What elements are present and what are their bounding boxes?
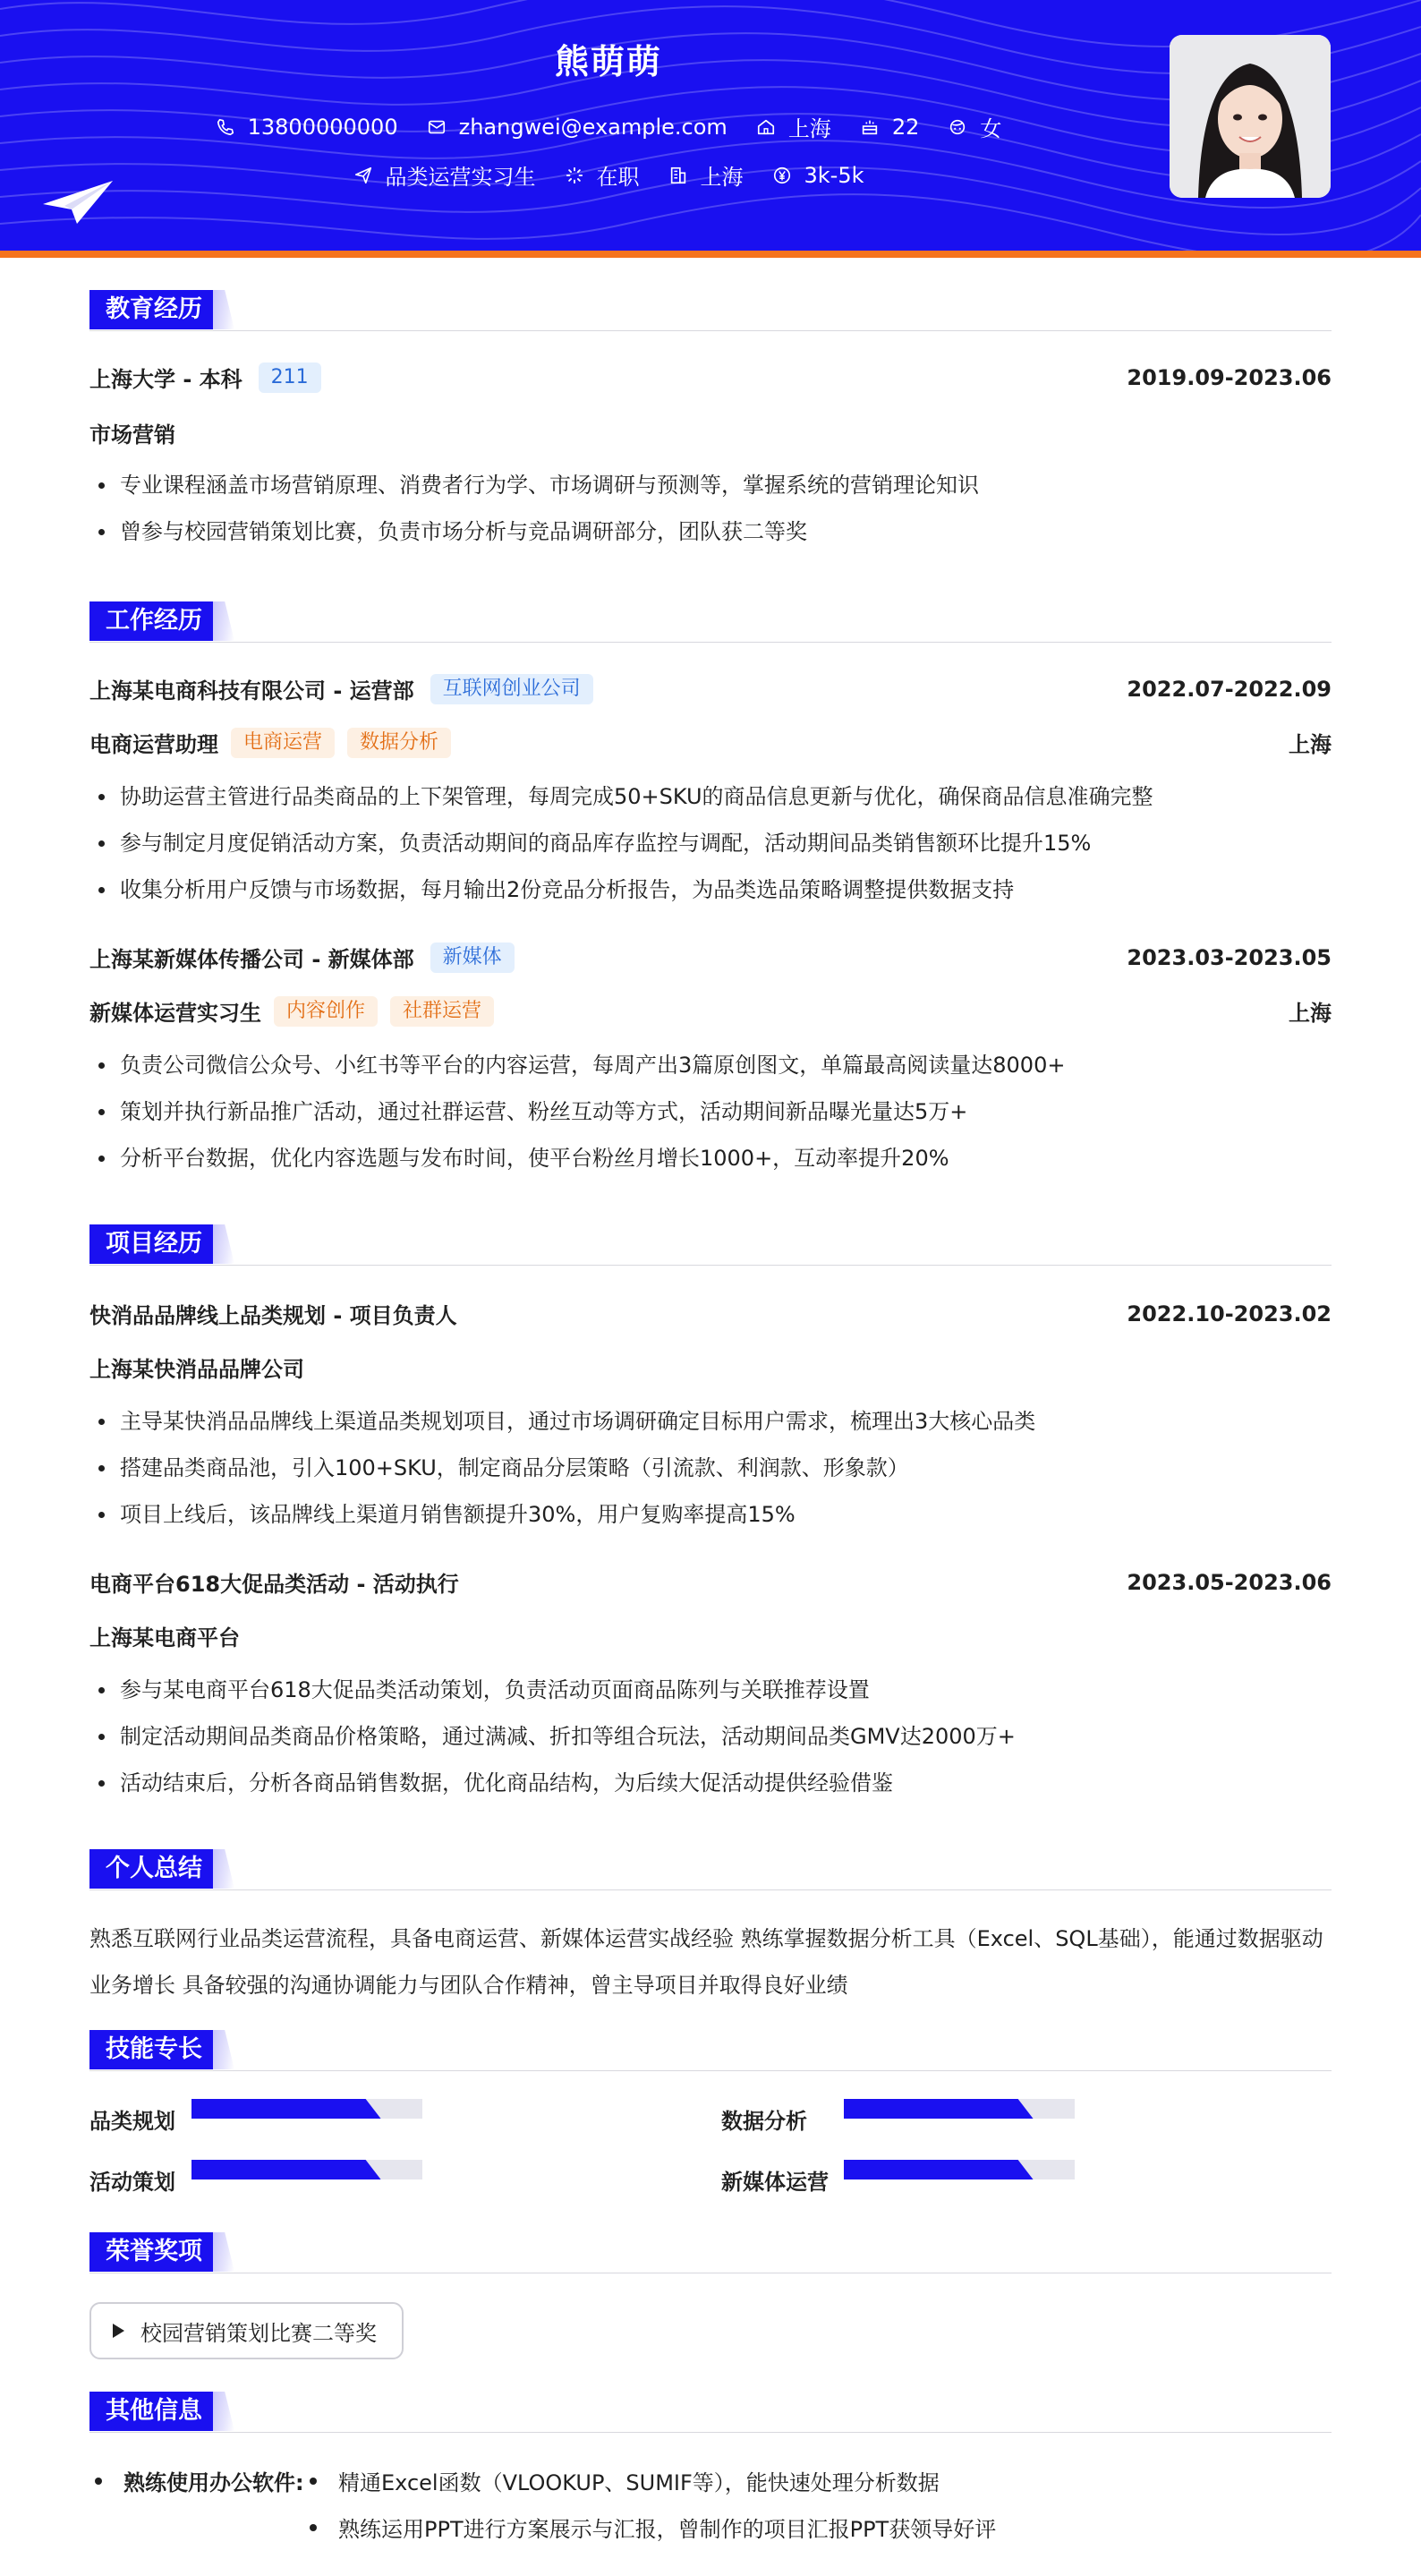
major-name: 市场营销 [89, 422, 175, 448]
gender-info [948, 111, 1001, 142]
company-name: 上海某新媒体传播公司 - 新媒体部 [89, 947, 414, 972]
list-item: 活动结束后，分析各商品销售数据，优化商品结构，为后续大促活动提供经验借鉴 [89, 1760, 1332, 1806]
section-title: 工作经历 [89, 601, 218, 641]
section-divider [89, 642, 1332, 643]
major-row [89, 417, 1332, 448]
building-icon [668, 166, 688, 185]
list-item: 主导某快消品品牌线上渠道品类规划项目，通过市场调研确定目标用户需求，梳理出3大核心品类 [89, 1398, 1332, 1445]
project-header-row [89, 1298, 1332, 1329]
status-text: 在职 [596, 165, 640, 190]
avatar-portrait-icon [1170, 35, 1331, 198]
list-item: 参与某电商平台618大促品类活动策划，负责活动页面商品陈列与关联推荐设置 [89, 1667, 1332, 1713]
role-tag: 电商运营 [231, 728, 335, 758]
company-badge: 新媒体 [430, 943, 515, 973]
other-label: 熟练使用办公软件: [123, 2470, 304, 2495]
company-badge: 互联网创业公司 [430, 674, 593, 704]
project-org: 上海某快消品品牌公司 [89, 1357, 304, 1382]
project-header-row [89, 1566, 1332, 1598]
email-info [427, 115, 728, 140]
section-projects [89, 1224, 1332, 1264]
honor-chip [89, 2302, 404, 2359]
phone-info [216, 115, 398, 140]
work-city: 上海 [1289, 1001, 1332, 1026]
target-position-text: 品类运营实习生 [385, 165, 536, 190]
job-intention-row [0, 159, 1217, 191]
work-header-row [89, 673, 1332, 704]
skill-track [191, 2099, 422, 2119]
section-divider [89, 1265, 1332, 1266]
role-tag: 社群运营 [390, 996, 494, 1027]
yen-coin-icon [772, 166, 792, 185]
education-date: 2019.09-2023.06 [1127, 364, 1332, 390]
work-city: 上海 [1289, 732, 1332, 757]
skill-item [89, 2164, 175, 2196]
project-org: 上海某电商平台 [89, 1625, 240, 1651]
section-tail-decoration [213, 1224, 234, 1264]
section-tail-decoration [213, 601, 234, 641]
company-name: 上海某电商科技有限公司 - 运营部 [89, 678, 414, 704]
section-title: 个人总结 [89, 1849, 218, 1889]
list-item: 专业课程涵盖市场营销原理、消费者行为学、市场调研与预测等，掌握系统的营销理论知识 [89, 462, 1332, 508]
list-item: 熟练运用PPT进行方案展示与汇报，曾制作的项目汇报PPT获领导好评 [338, 2517, 997, 2542]
project-org-row [89, 1352, 1332, 1383]
skill-fill [844, 2099, 1034, 2119]
skill-track [844, 2099, 1075, 2119]
work-role-row [89, 727, 1332, 758]
list-item: 策划并执行新品推广活动，通过社群运营、粉丝互动等方式，活动期间新品曝光量达5万+ [89, 1088, 1332, 1135]
education-bullets [89, 462, 1332, 555]
skill-fill [844, 2160, 1034, 2179]
skill-fill [191, 2160, 381, 2179]
resume-header [0, 0, 1421, 251]
phone-icon [216, 117, 235, 137]
list-item: 参与制定月度促销活动方案，负责活动期间的商品库存监控与调配，活动期间品类销售额环比提升15% [89, 820, 1332, 866]
cake-icon [860, 117, 880, 137]
section-tail-decoration [213, 2392, 234, 2431]
skill-name: 数据分析 [721, 2109, 807, 2134]
email-icon [427, 117, 447, 137]
section-work [89, 601, 1332, 641]
section-education [89, 290, 1332, 329]
section-divider [89, 1889, 1332, 1890]
bullet-dot [310, 2478, 317, 2485]
paper-plane-icon [41, 179, 115, 226]
target-city-text: 上海 [700, 165, 744, 190]
target-position-info [353, 159, 536, 191]
section-tail-decoration [213, 1849, 234, 1889]
location-text: 上海 [787, 116, 831, 141]
school-badge: 211 [259, 363, 321, 393]
project-bullets [89, 1398, 1332, 1538]
phone-text: 13800000000 [247, 114, 398, 140]
send-icon [353, 166, 373, 185]
project-date: 2023.05-2023.06 [1127, 1569, 1332, 1595]
project-title: 快消品品牌线上品类规划 - 项目负责人 [89, 1303, 457, 1328]
work-header-row [89, 942, 1332, 973]
section-divider [89, 2070, 1332, 2071]
contact-info-row [0, 111, 1217, 142]
work-role-row [89, 995, 1332, 1027]
list-item: 精通Excel函数（VLOOKUP、SUMIF等），能快速处理分析数据 [338, 2470, 940, 2495]
list-item: 项目上线后，该品牌线上渠道月销售额提升30%，用户复购率提高15% [89, 1491, 1332, 1538]
section-skills [89, 2030, 1332, 2069]
role-tag: 内容创作 [274, 996, 378, 1027]
salary-text: 3k-5k [804, 162, 864, 188]
home-icon [756, 117, 776, 137]
section-tail-decoration [213, 2232, 234, 2272]
list-item: 分析平台数据，优化内容选题与发布时间，使平台粉丝月增长1000+，互动率提升20% [89, 1135, 1332, 1181]
skill-item [721, 2164, 829, 2196]
candidate-name: 熊萌萌 [554, 42, 662, 81]
project-bullets [89, 1667, 1332, 1806]
section-other [89, 2392, 1332, 2431]
email-text: zhangwei@example.com [458, 114, 728, 140]
honor-text: 校园营销策划比赛二等奖 [140, 2320, 377, 2346]
section-title: 项目经历 [89, 1224, 218, 1264]
list-item: 负责公司微信公众号、小红书等平台的内容运营，每周产出3篇原创图文，单篇最高阅读量达8000+ [89, 1042, 1332, 1088]
header-accent-bar [0, 251, 1421, 258]
other-info-item [310, 2465, 940, 2496]
gender-icon [948, 117, 967, 137]
skill-item [721, 2103, 807, 2135]
avatar [1170, 35, 1331, 198]
section-title: 技能专长 [89, 2030, 218, 2069]
skill-name: 活动策划 [89, 2170, 175, 2195]
work-date: 2022.07-2022.09 [1127, 676, 1332, 702]
age-info [860, 115, 920, 140]
skill-fill [191, 2099, 381, 2119]
list-item: 制定活动期间品类商品价格策略，通过满减、折扣等组合玩法，活动期间品类GMV达2000万+ [89, 1713, 1332, 1760]
skill-name: 新媒体运营 [721, 2170, 829, 2195]
section-title: 荣誉奖项 [89, 2232, 218, 2272]
role-tag: 数据分析 [347, 728, 451, 758]
other-info-row [95, 2465, 304, 2496]
list-item: 协助运营主管进行品类商品的上下架管理，每周完成50+SKU的商品信息更新与优化，确保商品信息准确完整 [89, 773, 1332, 820]
role-name: 新媒体运营实习生 [89, 1001, 261, 1026]
gender-text: 女 [980, 116, 1002, 141]
salary-info [772, 163, 864, 188]
section-title: 教育经历 [89, 290, 218, 329]
skill-item [89, 2103, 175, 2135]
project-org-row [89, 1620, 1332, 1651]
school-name: 上海大学 - 本科 [89, 367, 243, 392]
list-item: 收集分析用户反馈与市场数据，每月输出2份竞品分析报告，为品类选品策略调整提供数据支持 [89, 866, 1332, 913]
section-divider [89, 330, 1332, 331]
location-info [756, 111, 831, 142]
status-loader-icon [565, 166, 584, 185]
bullet-dot [310, 2524, 317, 2531]
list-item: 曾参与校园营销策划比赛，负责市场分析与竞品调研部分，团队获二等奖 [89, 508, 1332, 555]
skill-track [844, 2160, 1075, 2179]
work-bullets [89, 1042, 1332, 1181]
section-divider [89, 2432, 1332, 2433]
section-honors [89, 2232, 1332, 2272]
skill-track [191, 2160, 422, 2179]
other-info-item [310, 2512, 996, 2543]
section-summary [89, 1849, 1332, 1889]
section-title: 其他信息 [89, 2392, 218, 2431]
age-text: 22 [891, 114, 920, 140]
education-header-row [89, 362, 1332, 393]
section-tail-decoration [213, 2030, 234, 2069]
role-name: 电商运营助理 [89, 732, 218, 757]
section-tail-decoration [213, 290, 234, 329]
project-date: 2022.10-2023.02 [1127, 1301, 1332, 1326]
work-date: 2023.03-2023.05 [1127, 944, 1332, 970]
list-item: 搭建品类商品池，引入100+SKU，制定商品分层策略（引流款、利润款、形象款） [89, 1445, 1332, 1491]
summary-text: 熟悉互联网行业品类运营流程，具备电商运营、新媒体运营实战经验 熟练掌握数据分析工具（Excel、SQL基础），能通过数据驱动业务增长 具备较强的沟通协调能力与团队合作精神，曾主导项目并取得良好业绩 [89, 1926, 1323, 1998]
skill-name: 品类规划 [89, 2109, 175, 2134]
project-title: 电商平台618大促品类活动 - 活动执行 [89, 1572, 459, 1597]
play-triangle-icon [113, 2324, 124, 2338]
work-bullets [89, 773, 1332, 913]
status-info [565, 159, 640, 191]
target-city-info [668, 159, 744, 191]
bullet-dot [95, 2478, 102, 2485]
